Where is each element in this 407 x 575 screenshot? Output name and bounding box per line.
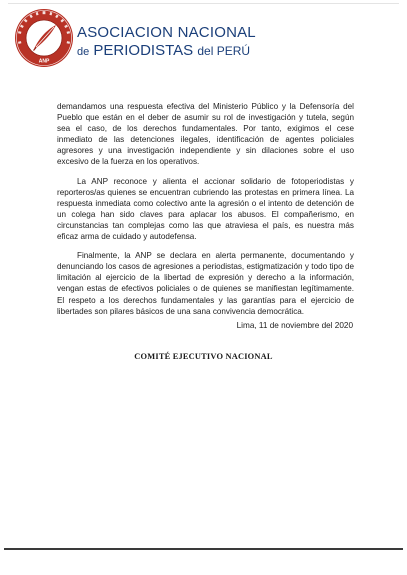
statement-body (57, 101, 354, 325)
paragraph: La ANP reconoce y alienta el accionar solidario de fotoperiodistas y reporteros/as quienes se encuentran cubriendo las protestas en primera línea. La respuesta inmediata como colectivo ante la agresión o el intento de detención de un colega han sido claves para aplacar los abusos. El compañerismo, en circunstancias tan complejas como las que atraviesa el país, es nuestra más eficaz arma de cuidado y autodefensa. (57, 176, 354, 242)
page-top-border (8, 3, 399, 4)
svg-text:ANP: ANP (38, 58, 50, 65)
letterhead (14, 8, 394, 78)
paragraph: Finalmente, la ANP se declara en alerta permanente, documentando y denunciando los casos de agresiones a periodistas, estigmatización y todo tipo de limitación al ejercicio de la libertad de expresión y derecho a la información, vengan estas de efectivos policiales o de quienes se manifiestan legítimamente. El respeto a los derechos fundamentales y las garantías para el ejercicio de libertades son pilares básicos de una sana convivencia democrática. (57, 251, 354, 316)
document-date: Lima, 11 de noviembre del 2020 (236, 321, 353, 330)
org-name-line1: ASOCIACION NACIONAL (77, 24, 256, 41)
org-name-line2: de PERIODISTAS del PERÚ (77, 42, 251, 59)
organization-name (77, 25, 397, 58)
paragraph: demandamos una respuesta efectiva del Ministerio Público y la Defensoría del Pueblo que están en el deber de asumir su rol de investigación y tutela, según sea el caso, de los derechos fundamentales. Por tanto, exigimos el cese inmediato de las detenciones ilegales, identificación de agentes policiales agresores y una investigación independiente y sin dilaciones sobre el uso excesivo de la fuerza en los operativos. (57, 102, 354, 167)
page-bottom-border (4, 548, 403, 550)
signature-block: COMITÉ EJECUTIVO NACIONAL (134, 352, 273, 361)
anp-seal-icon (14, 8, 74, 68)
